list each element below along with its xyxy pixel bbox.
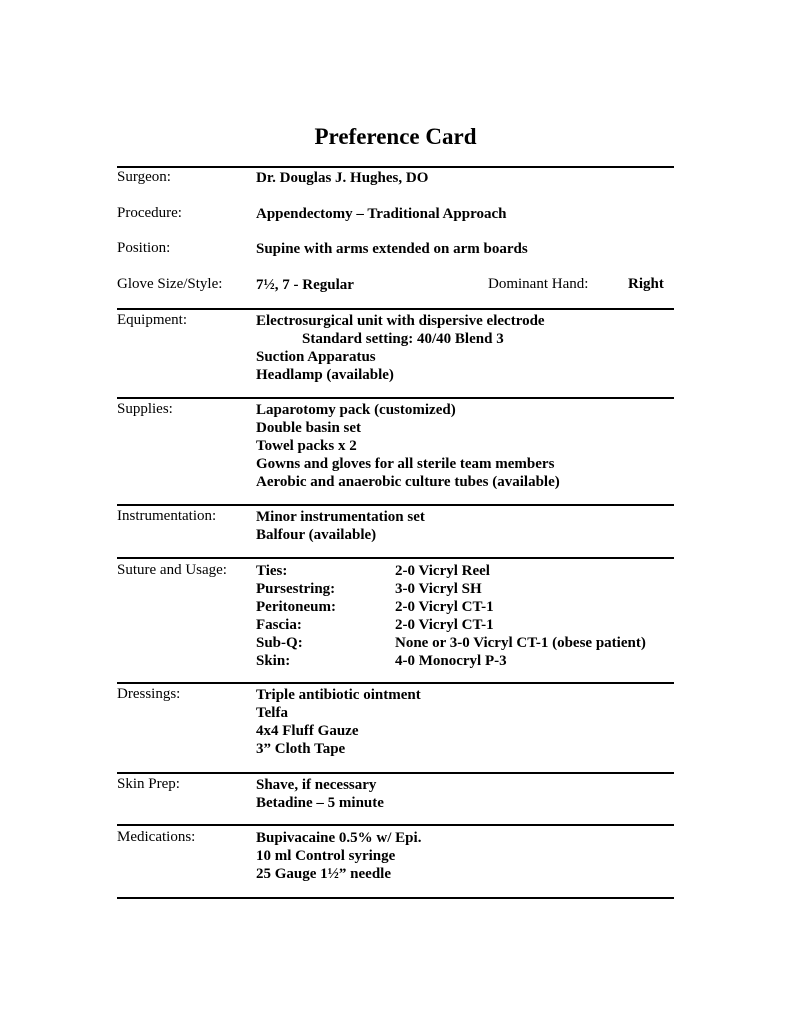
position-label: Position: <box>117 240 171 256</box>
table-row <box>256 652 676 670</box>
list-item: Betadine – 5 minute <box>256 795 384 811</box>
list-item: Minor instrumentation set <box>256 509 425 525</box>
list-item: 3” Cloth Tape <box>256 741 346 757</box>
list-item: 4x4 Fluff Gauze <box>256 723 359 739</box>
dominant-hand-label: Dominant Hand: <box>488 276 589 292</box>
suture-use: Fascia: <box>256 617 302 633</box>
page-title: Preference Card <box>314 124 477 149</box>
divider <box>117 682 674 684</box>
list-item: Electrosurgical unit with dispersive electrode <box>256 313 545 329</box>
suture-use: Sub-Q: <box>256 635 303 651</box>
list-item: Balfour (available) <box>256 527 377 543</box>
table-row <box>256 598 676 616</box>
equipment-list <box>256 312 545 384</box>
instrumentation-label: Instrumentation: <box>117 508 217 524</box>
suture-use: Peritoneum: <box>256 599 336 615</box>
suture-type: 4-0 Monocryl P-3 <box>395 653 507 669</box>
suture-use: Skin: <box>256 653 291 669</box>
list-item: Gowns and gloves for all sterile team members <box>256 456 555 472</box>
dominant-hand-value: Right <box>628 276 664 292</box>
list-item: Double basin set <box>256 420 362 436</box>
list-item: Triple antibiotic ointment <box>256 687 421 703</box>
list-item: Towel packs x 2 <box>256 438 357 454</box>
list-item: Telfa <box>256 705 288 721</box>
table-row <box>256 580 676 598</box>
suture-type: 2-0 Vicryl CT-1 <box>395 617 494 633</box>
divider <box>117 308 674 310</box>
list-item: Bupivacaine 0.5% w/ Epi. <box>256 830 422 846</box>
list-item: Shave, if necessary <box>256 777 377 793</box>
skin-prep-list <box>256 776 384 812</box>
divider <box>117 397 674 399</box>
medications-label: Medications: <box>117 829 196 845</box>
dressings-label: Dressings: <box>117 686 181 702</box>
suture-type: 2-0 Vicryl Reel <box>395 563 490 579</box>
procedure-label: Procedure: <box>117 205 182 221</box>
glove-label: Glove Size/Style: <box>117 276 223 292</box>
equipment-label: Equipment: <box>117 312 187 328</box>
divider <box>117 772 674 774</box>
position-value: Supine with arms extended on arm boards <box>256 241 528 257</box>
suture-type: None or 3-0 Vicryl CT-1 (obese patient) <box>395 635 646 651</box>
divider <box>117 897 674 899</box>
suture-use: Ties: <box>256 563 288 579</box>
divider <box>117 824 674 826</box>
list-item: Aerobic and anaerobic culture tubes (available) <box>256 474 560 490</box>
divider <box>117 557 674 559</box>
table-row <box>256 562 676 580</box>
list-item: 25 Gauge 1½” needle <box>256 866 391 882</box>
list-item: Headlamp (available) <box>256 367 394 383</box>
suture-type: 3-0 Vicryl SH <box>395 581 482 597</box>
instrumentation-list <box>256 508 425 544</box>
suture-type: 2-0 Vicryl CT-1 <box>395 599 494 615</box>
table-row <box>256 634 676 652</box>
divider <box>117 504 674 506</box>
suture-label: Suture and Usage: <box>117 562 227 578</box>
dressings-list <box>256 686 421 758</box>
list-item: Standard setting: 40/40 Blend 3 <box>302 331 504 347</box>
table-row <box>256 616 676 634</box>
surgeon-value: Dr. Douglas J. Hughes, DO <box>256 170 429 186</box>
supplies-list <box>256 401 560 491</box>
divider <box>117 166 674 168</box>
medications-list <box>256 829 421 883</box>
procedure-value: Appendectomy – Traditional Approach <box>256 206 507 222</box>
surgeon-label: Surgeon: <box>117 169 171 185</box>
list-item: 10 ml Control syringe <box>256 848 396 864</box>
list-item: Suction Apparatus <box>256 349 376 365</box>
supplies-label: Supplies: <box>117 401 173 417</box>
suture-table <box>256 562 676 670</box>
glove-value: 7½, 7 - Regular <box>256 277 354 293</box>
skin-prep-label: Skin Prep: <box>117 776 180 792</box>
suture-use: Pursestring: <box>256 581 336 597</box>
list-item: Laparotomy pack (customized) <box>256 402 456 418</box>
